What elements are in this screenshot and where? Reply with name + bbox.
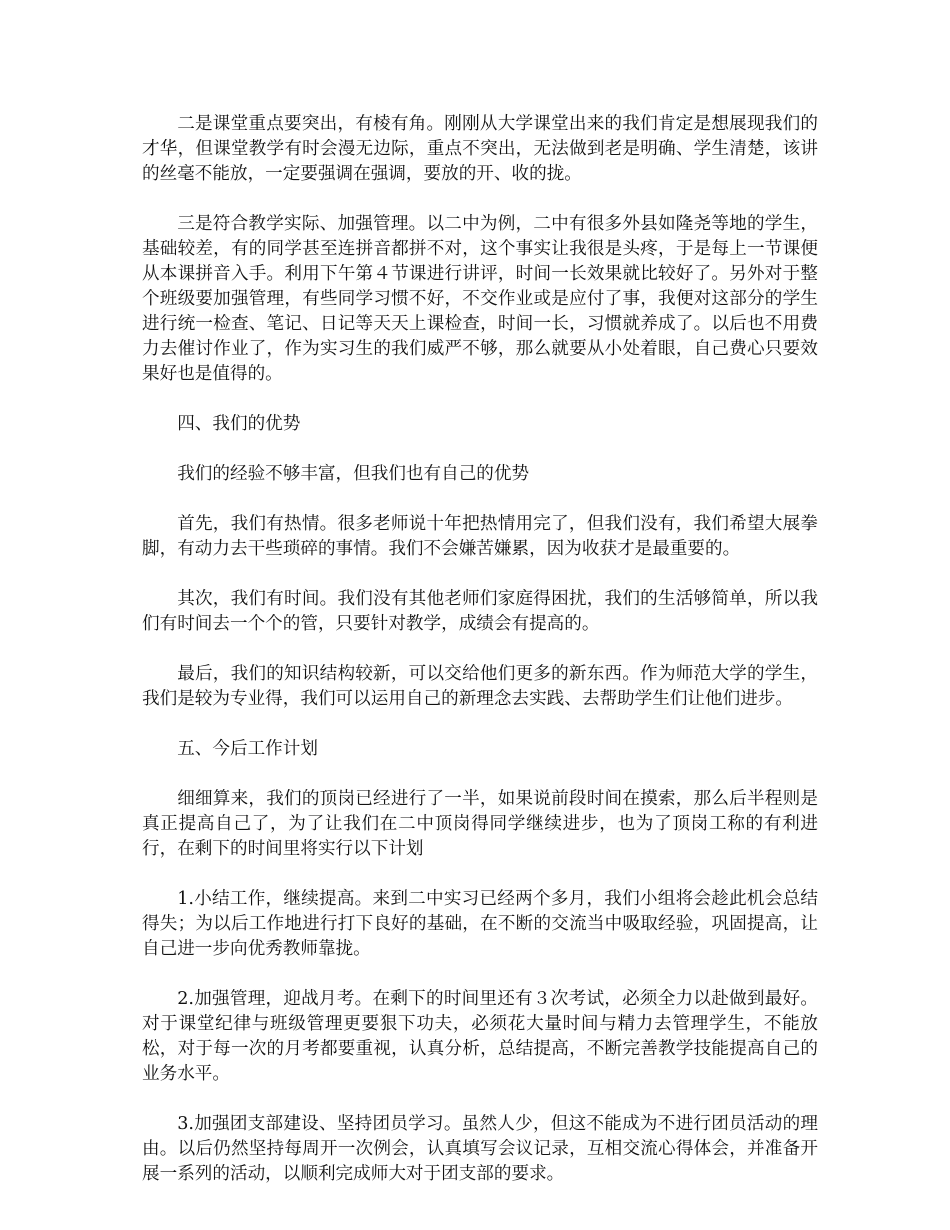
paragraph-classroom-focus: 二是课堂重点要突出，有棱有角。刚刚从大学课堂出来的我们肯定是想展现我们的才华，但课堂教学有时会漫无边际，重点不突出，无法做到老是明确、学生清楚，该讲的丝毫不能放，一定要强调在强调，要放的开、收的拢。 bbox=[142, 114, 818, 184]
paragraph-knowledge: 最后，我们的知识结构较新，可以交给他们更多的新东西。作为师范大学的学生，我们是较为专业得，我们可以运用自己的新理念去实践、去帮助学生们让他们进步。 bbox=[142, 664, 818, 709]
document-body bbox=[142, 112, 818, 1212]
paragraph-advantages-intro: 我们的经验不够丰富，但我们也有自己的优势 bbox=[177, 464, 530, 484]
section-heading-advantages: 四、我们的优势 bbox=[177, 414, 301, 434]
list-item-plan-3: 3.加强团支部建设、坚持团员学习。虽然人少，但这不能成为不进行团员活动的理由。以后仍然坚持每周开一次例会，认真填写会议记录，互相交流心得体会，并准备开展一系列的活动，以顺利完成师大对于团支部的要求。 bbox=[142, 1114, 818, 1184]
paragraph-time: 其次，我们有时间。我们没有其他老师们家庭得困扰，我们的生活够简单，所以我们有时间去一个个的管，只要针对教学，成绩会有提高的。 bbox=[142, 589, 818, 634]
list-item-plan-1: 1.小结工作，继续提高。来到二中实习已经两个多月，我们小组将会趁此机会总结得失；为以后工作地进行打下良好的基础，在不断的交流当中吸取经验，巩固提高，让自己进一步向优秀教师靠拢。 bbox=[142, 889, 818, 959]
list-item-plan-2: 2.加强管理，迎战月考。在剩下的时间里还有３次考试，必须全力以赴做到最好。对于课堂纪律与班级管理更要狠下功夫，必须花大量时间与精力去管理学生，不能放松，对于每一次的月考都要重视，认真分析，总结提高，不断完善教学技能提高自己的业务水平。 bbox=[142, 989, 818, 1084]
paragraph-teaching-management: 三是符合教学实际、加强管理。以二中为例，二中有很多外县如隆尧等地的学生，基础较差，有的同学甚至连拼音都拼不对，这个事实让我很是头疼，于是每上一节课便从本课拼音入手。利用下午第４节课进行讲评，时间一长效果就比较好了。另外对于整个班级要加强管理，有些同学习惯不好，不交作业或是应付了事，我便对这部分的学生进行统一检查、笔记、日记等天天上课检查，时间一长，习惯就养成了。以后也不用费力去催讨作业了，作为实习生的我们威严不够，那么就要从小处着眼，自己费心只要效果好也是值得的。 bbox=[142, 214, 818, 384]
paragraph-enthusiasm: 首先，我们有热情。很多老师说十年把热情用完了，但我们没有，我们希望大展拳脚，有动力去干些琐碎的事情。我们不会嫌苦嫌累，因为收获才是最重要的。 bbox=[142, 514, 818, 559]
section-heading-future-plan: 五、今后工作计划 bbox=[177, 739, 318, 759]
paragraph-plan-intro: 细细算来，我们的顶岗已经进行了一半，如果说前段时间在摸索，那么后半程则是真正提高自己了，为了让我们在二中顶岗得同学继续进步，也为了顶岗工称的有利进行，在剩下的时间里将实行以下计划 bbox=[142, 789, 818, 859]
